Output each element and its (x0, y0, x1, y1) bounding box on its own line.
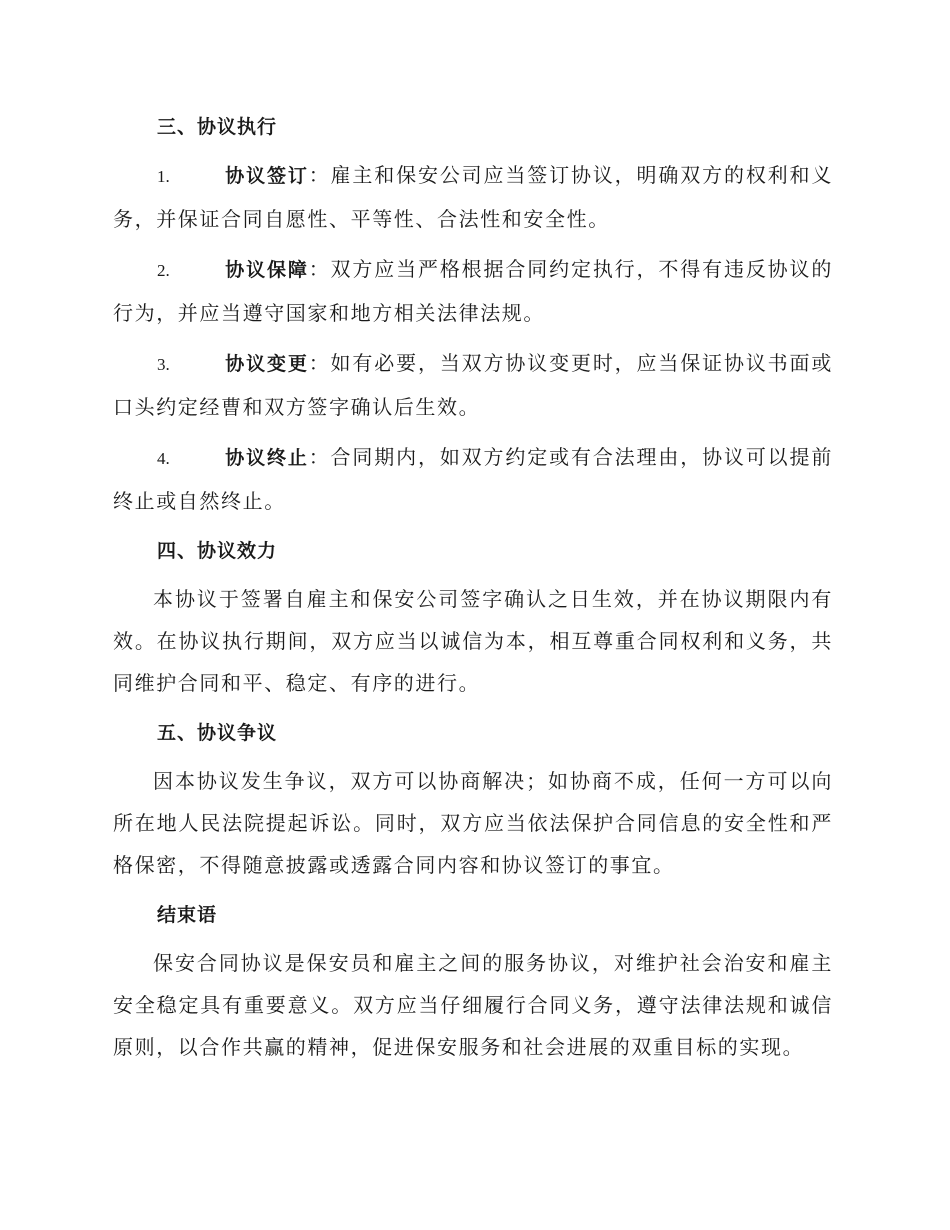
section-heading-conclusion: 结束语 (157, 904, 218, 926)
section-paragraph-dispute: 因本协议发生争议，双方可以协商解决；如协商不成，任何一方可以向所在地人民法院提起诉讼。同时，双方应当依法保护合同信息的安全性和严格保密，不得随意披露或透露合同内容和协议签订的事宜。 (113, 769, 833, 877)
item-term: 协议签订 (225, 165, 309, 187)
list-item (113, 154, 833, 240)
item-number: 2. (157, 261, 170, 280)
item-separator: ： (308, 257, 331, 281)
item-text: 如有必要，当双方协议变更时，应当保证协议书面或口头约定经曹和双方签字确认后生效。 (113, 351, 833, 419)
section-heading-validity: 四、协议效力 (157, 540, 278, 562)
item-number: 4. (157, 449, 170, 468)
item-text: 双方应当严格根据合同约定执行，不得有违反协议的行为，并应当遵守国家和地方相关法律法规。 (113, 257, 833, 325)
item-separator: ： (308, 445, 331, 469)
item-term: 协议变更 (225, 353, 309, 375)
list-item (113, 248, 833, 334)
item-number: 3. (157, 355, 170, 374)
item-number: 1. (157, 167, 170, 186)
section-paragraph-conclusion: 保安合同协议是保安员和雇主之间的服务协议，对维护社会治安和雇主安全稳定具有重要意义。双方应当仔细履行合同义务，遵守法律法规和诚信原则，以合作共赢的精神，促进保安服务和社会进展的双重目标的实现。 (113, 951, 833, 1059)
item-separator: ： (308, 163, 331, 187)
item-text: 合同期内，如双方约定或有合法理由，协议可以提前终止或自然终止。 (113, 445, 833, 513)
document-body (113, 106, 833, 1076)
list-item (113, 436, 833, 522)
item-separator: ： (308, 351, 331, 375)
item-text: 雇主和保安公司应当签订协议，明确双方的权利和义务，并保证合同自愿性、平等性、合法性和安全性。 (113, 163, 833, 231)
item-term: 协议保障 (225, 259, 309, 281)
section-heading-dispute: 五、协议争议 (157, 722, 278, 744)
section-paragraph-validity: 本协议于签署自雇主和保安公司签字确认之日生效，并在协议期限内有效。在协议执行期间，双方应当以诚信为本，相互尊重合同权利和义务，共同维护合同和平、稳定、有序的进行。 (113, 587, 833, 695)
section-heading-execution: 三、协议执行 (157, 116, 278, 138)
item-term: 协议终止 (225, 447, 309, 469)
list-item (113, 342, 833, 428)
